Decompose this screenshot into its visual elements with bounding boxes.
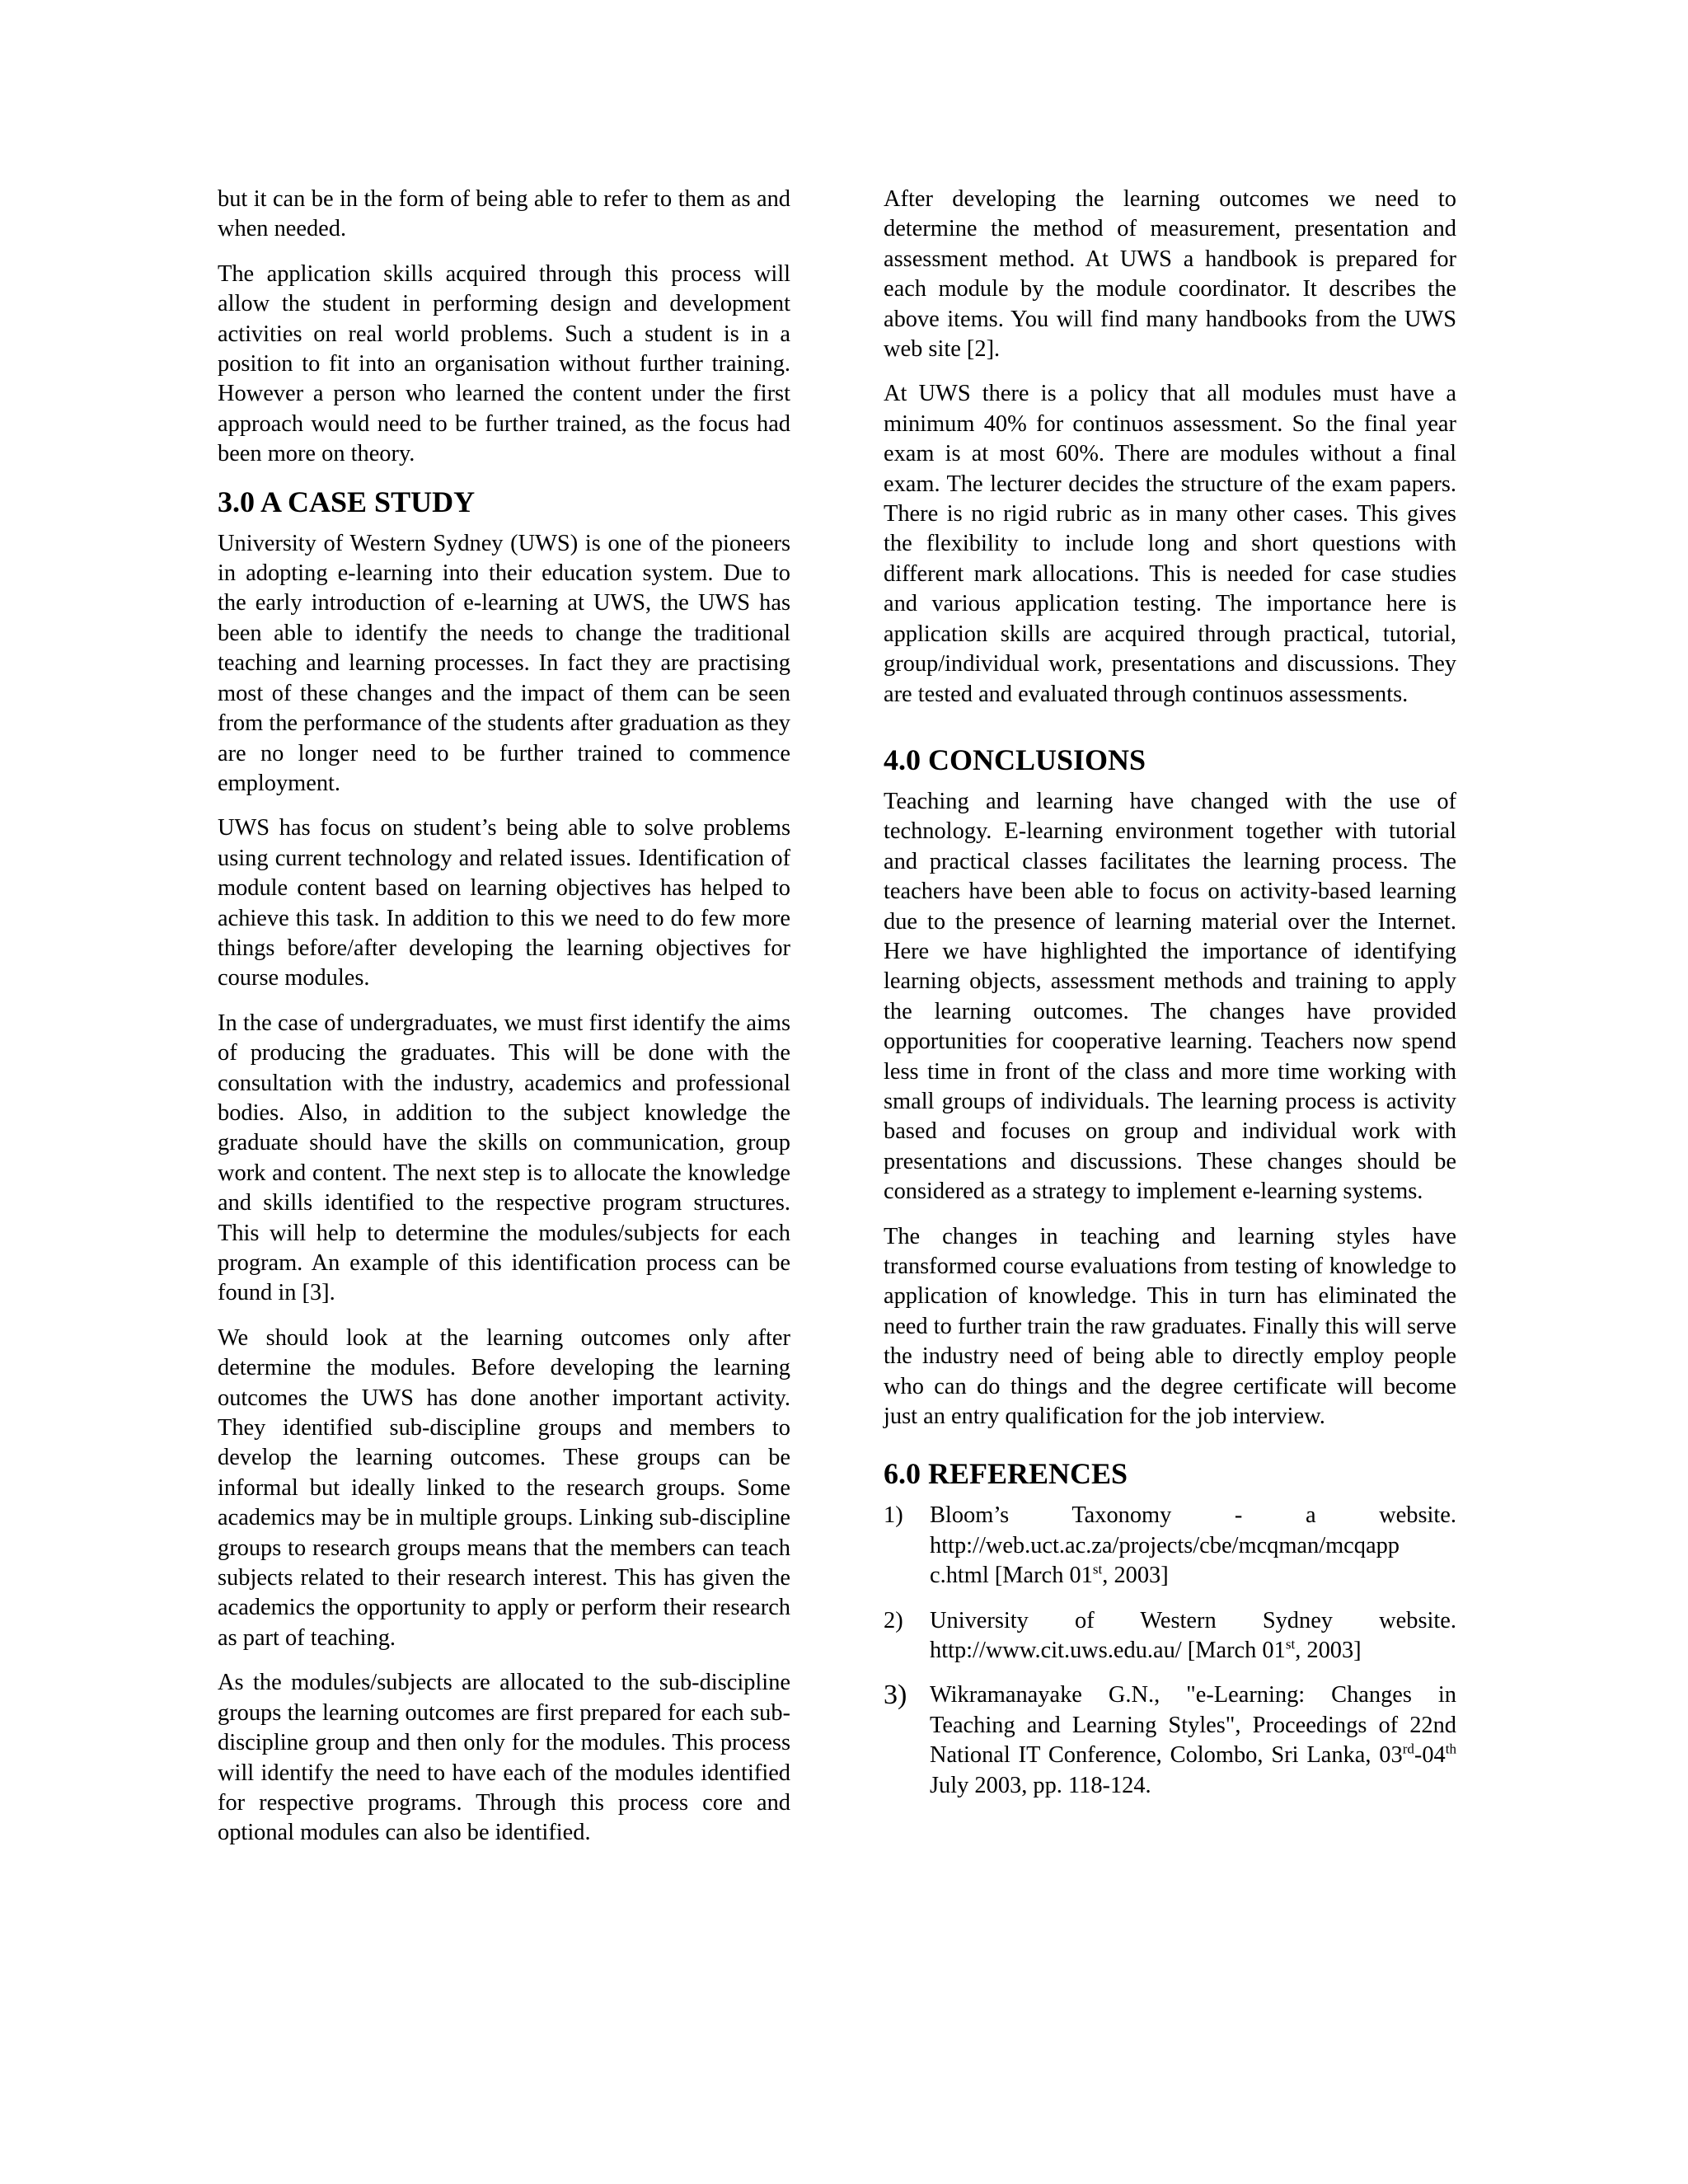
paragraph: In the case of undergraduates, we must first identify the aims of producing the graduates. This will be done with the consultation with the industry, academics and professional bodies. Also, in addition to the subject knowledge the graduate should have the skills on communication, group work and content. The next step is to allocate the knowledge and skills identified to the respective program structures. This will help to determine the modules/subjects for each program. An example of this identification process can be found in [3].	[218, 1010, 790, 1306]
reference-number: 3)	[884, 1680, 907, 1711]
reference-item	[884, 1680, 1456, 1801]
paragraph: but it can be in the form of being able to refer to them as and when needed.	[218, 186, 790, 242]
reference-text	[930, 1501, 1456, 1591]
right-column	[884, 185, 1456, 1816]
section-heading-case-study: 3.0 A CASE STUDY	[218, 485, 476, 518]
reference-number: 2)	[884, 1607, 903, 1633]
reference-item	[884, 1501, 1456, 1591]
reference-text-part: University of Western Sydney website. http://www.cit.uws.edu.au/ [March 01	[930, 1607, 1456, 1664]
reference-superscript: rd	[1402, 1741, 1414, 1757]
paragraph: We should look at the learning outcomes only after determine the modules. Before developing the learning outcomes the UWS has done another important activity. They identified sub-discipline groups and members to develop the learning outcomes. These groups can be informal but ideally linked to the research groups. Some academics may be in multiple groups. Linking sub-discipline groups to research groups means that the members can teach subjects related to their research interest. This has given the academics the opportunity to apply or perform their research as part of teaching.	[218, 1324, 790, 1651]
paragraph: At UWS there is a policy that all modules must have a minimum 40% for continuos assessment. So the final year exam is at most 60%. There are modules without a final exam. The lecturer decides the structure of the exam papers. There is no rigid rubric as in many other cases. This gives the flexibility to include long and short questions with different mark allocations. This is needed for case studies and various application testing. The importance here is application skills are acquired through practical, tutorial, group/individual work, presentations and discussions. They are tested and evaluated through continuos assessments.	[884, 381, 1456, 707]
section-heading-references: 6.0 REFERENCES	[884, 1457, 1128, 1491]
paragraph: After developing the learning outcomes we need to determine the method of measurement, presentation and assessment method. At UWS a handbook is prepared for each module by the module coordinator. It describes the above items. You will find many handbooks from the UWS web site [2].	[884, 186, 1456, 363]
reference-text-part: Bloom’s Taxonomy - a website. http://web.uct.ac.za/projects/cbe/mcqman/mcqapp c.html [March 01	[930, 1502, 1456, 1589]
reference-text-part: , 2003]	[1295, 1638, 1362, 1664]
section-heading-conclusions: 4.0 CONCLUSIONS	[884, 743, 1146, 776]
reference-list	[884, 1501, 1456, 1801]
reference-superscript: th	[1445, 1741, 1456, 1757]
reference-text	[930, 1680, 1456, 1801]
reference-text-part: -04	[1414, 1742, 1446, 1769]
reference-text-part: , 2003]	[1102, 1563, 1169, 1589]
reference-text-part: Wikramanayake G.N., "e-Learning: Changes in Teaching and Learning Styles", Proceedings of 22nd National IT Conference, Colombo, Sri Lanka, 03	[930, 1682, 1456, 1769]
left-column	[218, 185, 790, 1863]
paragraph: As the modules/subjects are allocated to the sub-discipline groups the learning outcomes are first prepared for each sub-discipline group and then only for the modules. This process will identify the need to have each of the modules identified for respective programs. Through this process core and optional modules can also be identified.	[218, 1670, 790, 1846]
paragraph: Teaching and learning have changed with the use of technology. E-learning environment together with tutorial and practical classes facilitates the learning process. The teachers have been able to focus on activity-based learning due to the presence of learning material over the Internet. Here we have highlighted the importance of identifying learning objects, assessment methods and training to apply the learning outcomes. The changes have provided opportunities for cooperative learning. Teachers now spend less time in front of the class and more time working with small groups of individuals. The learning process is activity based and focuses on group and individual work with presentations and discussions. These changes should be considered as a strategy to implement e-learning systems.	[884, 788, 1456, 1205]
reference-superscript: st	[1092, 1561, 1103, 1577]
reference-number: 1)	[884, 1502, 903, 1529]
reference-text	[930, 1606, 1456, 1666]
reference-text-part: July 2003, pp. 118-124.	[930, 1772, 1151, 1798]
paragraph: University of Western Sydney (UWS) is one of the pioneers in adopting e-learning into their education system. Due to the early introduction of e-learning at UWS, the UWS has been able to identify the needs to change the traditional teaching and learning processes. In fact they are practising most of these changes and the impact of them can be seen from the performance of the students after graduation as they are no longer need to be further trained to commence employment.	[218, 530, 790, 796]
paragraph: The application skills acquired through this process will allow the student in performing design and development activities on real world problems. Such a student is in a position to fit into an organisation without further training. However a person who learned the content under the first approach would need to be further trained, as the focus had been more on theory.	[218, 260, 790, 467]
paragraph: The changes in teaching and learning styles have transformed course evaluations from testing of knowledge to application of knowledge. This in turn has eliminated the need to further train the raw graduates. Finally this will serve the industry need of being able to directly employ people who can do things and the degree certificate will become just an entry qualification for the job interview.	[884, 1223, 1456, 1430]
reference-superscript: st	[1285, 1636, 1296, 1652]
paragraph: UWS has focus on student’s being able to solve problems using current technology and related issues. Identification of module content based on learning objectives has helped to achieve this task. In addition to this we need to do few more things before/after developing the learning objectives for course modules.	[218, 815, 790, 991]
reference-item	[884, 1606, 1456, 1666]
